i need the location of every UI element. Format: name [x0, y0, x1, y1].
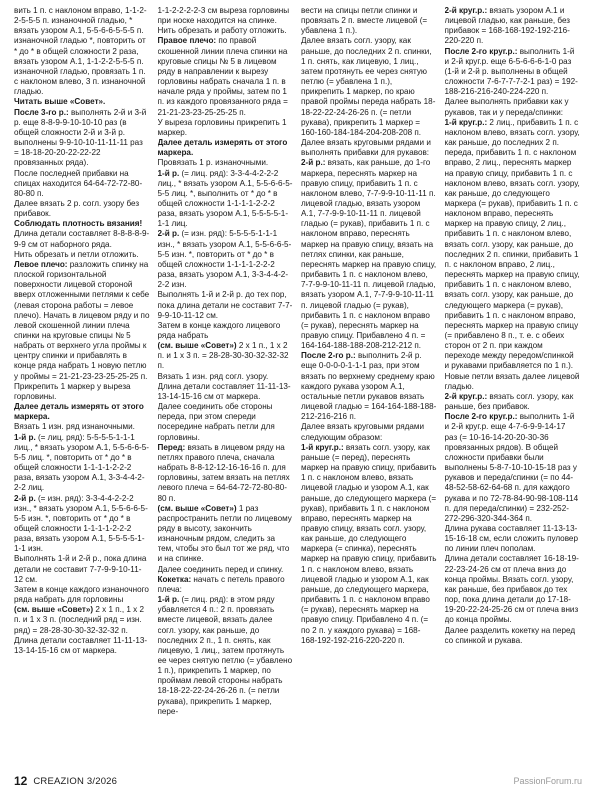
- paragraph: [14, 554, 150, 584]
- bold-lead: После 3-го р.:: [14, 107, 69, 117]
- paragraph-text: вязать, как раньше, до 1-го маркера, переснять маркер на правую спицу, прибавить 1 п. с наклоном влево, 7-7-9-9-10-11-11 п. лицевой гладью, вязать узором А.1, 7-7-9-9-10-11-11 п. лицевой гладью (= рукав), прибавить 1 п. с наклоном вправо, переснять маркер на правую спицу, вязать на петлях спинки, как раньше, переснять маркер на правую спицу, прибавить 1 п. с наклоном влево, 7-7-9-9-10-11-11 п. лицевой гладью, вязать узором А.1, 7-7-9-9-10-11-11 п. лицевой гладью (= рукав), прибавить 1 п. с наклоном вправо (= рукав), переснять маркер на правую спицу. Прибавлено 4 п. = 164-164-188-188-208-212-212 п.: [301, 158, 437, 351]
- paragraph: [158, 595, 294, 717]
- paragraph-text: вязать узором А.1 и лицевой гладью, как раньше, без прибавок = 168-168-192-192-216-220-220 п.: [444, 6, 571, 46]
- paragraph-text: У выреза горловины прикрепить 1 маркер.: [157, 117, 287, 137]
- paragraph: [14, 97, 150, 107]
- paragraph: [301, 422, 437, 442]
- paragraph-text: вязать согл. узору, как раньше, без прибавок.: [444, 391, 574, 412]
- column-3: [301, 6, 437, 768]
- bold-lead: (см. выше «Совет»): [157, 503, 237, 513]
- paragraph: [158, 169, 294, 230]
- paragraph: [14, 6, 150, 97]
- bold-lead: 1-й р.: [157, 168, 180, 178]
- paragraph-text: (= лиц. ряд): 3-3-4-4-2-2-2 лиц., * вязать узором А.1, 5-5-6-6-5-5-5 лиц. *, выполнить от * до * в общей сложности 1-1-1-1-2-2-2 раза, вязать узором А.1, 5-5-5-5-1-1-1 лиц.: [157, 168, 293, 229]
- paragraph-text: выполнить 1-й и 2-й круг.р. еще 6-5-6-6-6-1-0 раз (1-й и 2-й р. выполнены в общей сложности 7-6-7-7-7-2-1 раз) = 192-188-216-216-240-224-220 п.: [444, 46, 578, 97]
- paragraph: [14, 433, 150, 494]
- paragraph: [14, 199, 150, 219]
- paragraph: [158, 575, 294, 595]
- paragraph: [158, 341, 294, 371]
- paragraph: [301, 443, 437, 646]
- paragraph: [445, 6, 581, 47]
- paragraph-text: Выполнять 1-й и 2-й р., пока длина детали не составит 7-7-9-9-10-11-12 см.: [14, 554, 147, 584]
- text-columns: [14, 6, 580, 768]
- paragraph: [445, 47, 581, 98]
- paragraph: [158, 321, 294, 341]
- paragraph-text: Далее соединить перед и спинку.: [157, 564, 284, 574]
- paragraph: [301, 6, 437, 36]
- bold-lead: Далее деталь измерять от этого маркера.: [14, 402, 144, 422]
- paragraph-text: 1-1-2-2-2-2-3 см выреза горловины при носке находится на спинке. Нить обрезать и работу отложить.: [157, 6, 290, 36]
- paragraph: [158, 290, 294, 320]
- bold-lead: Читать выше «Совет».: [14, 97, 106, 107]
- paragraph-text: вести на спицы петли спинки и провязать 2 п. вместе лицевой (= убавлена 1 п.).: [301, 6, 428, 36]
- paragraph-text: 2 лиц., прибавить 1 п. с наклоном влево, вязать согл. узору, как раньше, до последних 2 п. переда, прибавить 1 п. с наклоном вправо, 2 лиц., переснять маркер на правую спицу, прибавить 1 п. с наклоном влево, вязать согл. узору, как раньше, до следующего маркера (= рукав), прибавить 1 п. с наклоном вправо, переснять маркер на правую спицу, 2 лиц., прибавить 1 п. с наклоном влево, вязать согл. узору, как раньше, до последних 2 п. спинки, прибавить 1 п. с наклоном вправо, 2 лиц., переснять маркер на правую спицу, прибавить 1 п. с наклоном влево, вязать согл. узору, как раньше, до следующего маркера (= рукав), прибавить 1 п. с наклоном вправо, переснять маркер на правую спицу (= прибавлено 8 п., т. е. с обеих сторон от 2 п. при каждом переходе между передом/спинкой и рукавами прибавляется по 1 п.). Новые петли вязать далее лицевой гладью.: [444, 117, 580, 391]
- paragraph-text: Провязать 1 р. изнаночными.: [157, 158, 269, 168]
- paragraph: [14, 250, 150, 260]
- paragraph: [301, 351, 437, 422]
- paragraph: [158, 118, 294, 138]
- paragraph-text: Далее разделить кокетку на перед со спинкой и рукава.: [444, 625, 576, 645]
- paragraph: [445, 626, 581, 646]
- column-1: [14, 6, 150, 768]
- paragraph-text: выполнить 1-й и 2-й круг.р. еще 4-7-6-9-9-14-17 раз (= 10-16-14-20-20-30-36 провязанных рядов). В общей сложности прибавки были выполнены 5-8-7-10-10-15-18 раз у рукавов и переда/спинки (= по 44-48-52-58-62-64-68 п. для каждого рукава и по 72-78-84-90-98-108-114 п. для переда/спинки) = 232-252-272-296-320-344-364 п.: [444, 412, 579, 523]
- paragraph-text: (= лиц. ряд): 5-5-5-5-1-1-1 лиц., * вязать узором А.1, 5-5-6-6-5-5-5 лиц. *, повторить от * до * в общей сложности 1-1-1-1-2-2-2 раза, вязать узором А.1, 3-3-4-4-2-2-2 лиц.: [14, 432, 149, 493]
- paragraph-text: (= изн. ряд): 5-5-5-5-1-1-1 изн., * вязать узором А.1, 5-5-6-6-5-5-5 изн. *, повторить от * до * в общей сложности 1-1-1-1-2-2-2 раза, вязать узором А.1, 3-3-4-4-2-2-2 изн.: [157, 229, 292, 290]
- paragraph: [14, 260, 150, 382]
- paragraph-text: Далее соединить обе стороны переда, при этом спереди посередине набрать петли для горловины.: [157, 402, 275, 442]
- paragraph: [14, 382, 150, 402]
- paragraph-text: вязать согл. узору, как раньше (= перед), переснять маркер на правую спицу, прибавить 1 п. с наклоном влево, вязать лицевой гладью и узором А.1, как раньше, до следующего маркера (= рукав), прибавить 1 п. с наклоном вправо, переснять маркер на правую спицу, вязать согл. узору, как раньше, до следующего маркера (= спинка), переснять маркер на правую спицу, прибавить 1 п. с наклоном влево, вязать лицевой гладью и узором А.1, как раньше, до следующего маркера, прибавить 1 п. с наклоном вправо (= рукав), переснять маркер на правую спицу. Прибавлено 4 п. (= по 2 п. у каждого рукава) = 168-168-192-192-216-220-220 п.: [301, 442, 437, 645]
- paragraph-text: 2 х 1 п., 1 х 2 п. и 1 х 3 п. = 28-28-30-30-32-32-32 п.: [157, 341, 289, 371]
- paragraph: [14, 585, 150, 605]
- bold-lead: (см. выше «Совет»): [14, 605, 94, 615]
- paragraph: [301, 158, 437, 351]
- bold-lead: (см. выше «Совет»): [157, 341, 237, 351]
- watermark: PassionForum.ru: [513, 776, 582, 786]
- bold-lead: Левое плечо:: [14, 259, 68, 269]
- paragraph: [14, 402, 150, 422]
- paragraph: [158, 443, 294, 504]
- paragraph-text: Длина рукава составляет 11-13-13-15-16-18 см, если сложить пуловер по линии плеч пополам.: [444, 523, 578, 554]
- paragraph-text: вить 1 п. с наклоном вправо, 1-1-2-2-5-5-5 п. изнаночной гладью, * вязать узором А.1, 5-5-6-6-5-5-5 п. изнаночной гладью *, повторить от * до * в общей сложности 2 раза, вязать узором А.1, 1-1-2-2-5-5-5 п. изнаночной гладью, провязать 1 п. с наклоном влево, 3 п. изнаночной гладью.: [14, 6, 147, 97]
- paragraph: [445, 118, 581, 392]
- column-4: [445, 6, 581, 768]
- paragraph-text: по правой скошенной линии плеча спинки на круговые спицы № 5 в лицевом ряду в направлении к вырезу горловины набрать сначала 1 п. в начале ряда у проймы, затем по 1 п. из каждого провязанного ряда = 21-21-23-23-25-25-25 п.: [157, 36, 288, 117]
- paragraph-text: выполнять 2-й и 3-й р. еще 8-8-9-9-10-10-10 раз (в общей сложности 2-й и 3-й р. выполнены 9-9-10-10-11-11-11 раз = 18-18-20-20-22-22-22 провязанных ряда).: [14, 107, 147, 168]
- paragraph: [14, 494, 150, 555]
- bold-lead: 2-й р.: [157, 229, 180, 239]
- paragraph: [158, 372, 294, 402]
- paragraph-text: (= изн. ряд): 3-3-4-4-2-2-2 изн., * вязать узором А.1, 5-5-6-6-5-5-5 изн. *, повторить от * до * в общей сложности 1-1-1-1-2-2-2 раза, вязать узором А.1, 5-5-5-5-1-1-1 изн.: [14, 493, 148, 554]
- paragraph: [14, 219, 150, 229]
- paragraph: [158, 6, 294, 36]
- bold-lead: После 2-го р.:: [301, 351, 356, 361]
- paragraph-text: Нить обрезать и петли отложить.: [14, 249, 139, 259]
- paragraph: [301, 36, 437, 138]
- paragraph: [445, 392, 581, 412]
- paragraph-text: Далее вязать согл. узору, как раньше, до последних 2 п. спинки, 1 п. снять, как лицевую, 1 лиц., затем протянуть ее через снятую петлю (= убавлена 1 п.), прикрепить 1 маркер, по краю правой проймы переда набрать 18-18-22-22-24-26-26 п. (= петли рукава), прикрепить 1 маркер = 160-160-184-184-204-208-208 п.: [301, 36, 436, 137]
- paragraph-text: Затем в конце каждого лицевого ряда набрать: [157, 320, 281, 340]
- bold-lead: После 2-го круг.р.:: [444, 412, 518, 422]
- bold-lead: 2-й р.:: [301, 158, 326, 168]
- paragraph: [158, 229, 294, 290]
- paragraph-text: Выполнять 1-й и 2-й р. до тех пор, пока длина детали не составит 7-7-9-9-10-11-12 см.: [157, 290, 293, 320]
- bold-lead: 2-й круг.р.:: [444, 391, 488, 401]
- paragraph-text: Вязать 1 изн. ряд согл. узору. Длина детали составляет 11-11-13-13-14-15-16 см от маркера.: [157, 371, 291, 401]
- bold-lead: 1-й р.: [157, 595, 180, 605]
- paragraph-text: (= лиц. ряд): в этом ряду убавляется 4 п.: 2 п. провязать вместе лицевой, вязать далее согл. узору, как раньше, до последних 2 п., 1 п. снять, как лицевую, 1 лиц., затем протянуть ее через снятую петлю (= убавлено 1 п.), прикрепить 1 маркер, по проймам левой стороны набрать 18-18-22-22-24-26-26 п. (= петли рукава), прикрепить 1 маркер, пере-: [157, 595, 293, 716]
- paragraph: [158, 138, 294, 158]
- paragraph-text: Затем в конце каждого изнаночного ряда набрать для горловины: [14, 584, 149, 605]
- paragraph: [14, 169, 150, 199]
- paragraph: [445, 554, 581, 625]
- bold-lead: После 2-го круг.р.:: [444, 46, 518, 56]
- bold-lead: Соблюдать плотность вязания!: [14, 219, 143, 229]
- paragraph-text: Вязать 1 изн. ряд изнаночными.: [14, 422, 135, 432]
- paragraph: [445, 524, 581, 554]
- paragraph: [14, 229, 150, 249]
- paragraph-text: разложить спинку на плоской горизонтальной поверхности лицевой стороной вверх отложенными петлями к себе (левая сторона работы = левое плечо). Начать в лицевом ряду и по левой скошенной линии плеча спинки на круговые спицы № 5 набрать от верхнего угла проймы к центру спинки и прибавлять в конце ряда набрать 1 новую петлю у проймы = 21-21-23-23-25-25-25 п.: [14, 259, 150, 381]
- paragraph-text: 2 х 1 п., 1 х 2 п. и 1 х 3 п. (последний ряд = изн. ряд) = 28-28-30-30-32-32-32 п. Длина детали составляет 11-11-13-13-14-15-16 см от маркера.: [14, 605, 148, 655]
- page-footer: [14, 770, 580, 792]
- paragraph: [14, 422, 150, 432]
- paragraph-text: Длина детали составляет 16-18-19-22-23-24-26 см от плеча вниз до конца проймы. Вязать согл. узору, как раньше, без прибавок до тех пор, пока длина детали до 17-18-19-20-22-24-25-26 см от плеча вниз до конца проймы.: [444, 554, 579, 625]
- paragraph-text: Длина детали составляет 8-8-8-8-9-9-9 см от наборного ряда.: [14, 229, 150, 249]
- column-2: [158, 6, 294, 768]
- bold-lead: Правое плечо:: [157, 36, 217, 46]
- bold-lead: 1-й круг.р.:: [444, 117, 488, 127]
- paragraph: [14, 108, 150, 169]
- paragraph-text: вязать в лицевом ряду на петлях правого плеча, сначала набрать 8-8-12-12-16-16-16 п. для горловины, затем вязать на петлях левого плеча = 64-64-72-72-80-80-80 п.: [157, 442, 290, 503]
- magazine-issue: CREAZION 3/2026: [33, 775, 118, 787]
- bold-lead: 1-й р.: [14, 432, 36, 442]
- paragraph-text: Прикрепить 1 маркер у выреза горловины.: [14, 381, 131, 401]
- page-number: 12: [14, 774, 28, 788]
- paragraph-text: После последней прибавки на спицах находится 64-64-72-72-80-80-80 п.: [14, 168, 143, 198]
- paragraph: [158, 565, 294, 575]
- paragraph-text: Далее выполнять прибавки как у рукавов, так и у переда/спинки:: [444, 97, 569, 117]
- bold-lead: 2-й круг.р.:: [444, 6, 488, 15]
- paragraph: [158, 158, 294, 168]
- paragraph-text: 1 раз распространить петли по лицевому ряду в высоту, закончить изнаночным рядом, следить за тем, чтобы это был тот же ряд, что и на спинке.: [157, 503, 292, 564]
- paragraph-text: Далее вязать 2 р. согл. узору без прибавок.: [14, 198, 140, 219]
- paragraph-text: Далее вязать круговыми рядами и выполнять прибавки для рукавов:: [301, 138, 431, 158]
- paragraph-text: выполнить 2-й р. еще 0-0-0-0-1-1-1 раз, при этом вязать по верхнему среднему краю каждого рукава узором А.1, остальные петли рукавов вязать лицевой гладью = 164-164-188-188-212-216-216 п.: [301, 351, 437, 422]
- bold-lead: Далее деталь измерять от этого маркера.: [157, 138, 288, 158]
- paragraph: [158, 504, 294, 565]
- bold-lead: 1-й круг.р.:: [301, 442, 344, 452]
- bold-lead: 2-й р.: [14, 493, 36, 503]
- paragraph: [301, 138, 437, 158]
- paragraph-text: Далее вязать круговыми рядами следующим образом:: [301, 422, 425, 442]
- paragraph-text: начать с петель правого плеча:: [157, 574, 285, 594]
- paragraph: [158, 402, 294, 443]
- paragraph: [445, 412, 581, 524]
- bold-lead: Перед:: [157, 442, 186, 452]
- bold-lead: Кокетка:: [157, 574, 192, 584]
- paragraph: [445, 97, 581, 117]
- paragraph: [14, 605, 150, 656]
- paragraph: [158, 36, 294, 117]
